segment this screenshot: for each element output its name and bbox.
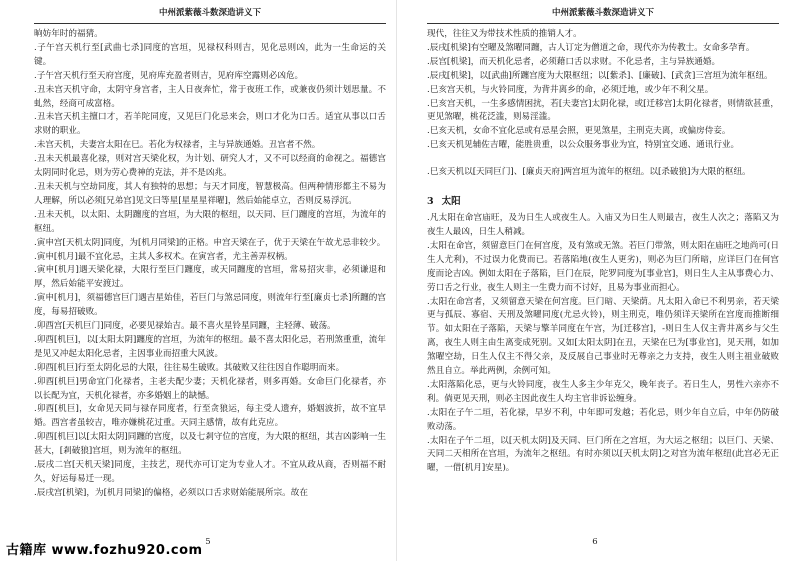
right-paragraph: .太阳落陷化忌，更与火铃同度，夜生人多主少年克父，晚年丧子。若日生人，男性六亲亦不利。倘更见天刑，则必主因此夜生人均主官非诉讼缠身。 — [427, 379, 779, 404]
right-page — [397, 0, 793, 561]
left-paragraph: .寅申[机月]遇天梁化禄，大限行至巨门躔度，或天同躔度的宫垣，常易招灾非，必须谦退和厚，然后始能平安渡过。 — [34, 265, 386, 290]
right-page-number: 6 — [592, 537, 598, 547]
section-number: 3 — [427, 196, 434, 208]
left-paragraph: .卯酉[机巨]，女命见天同与禄存同度者，行至贪狼运，每主受人遗弃，婚姻波折，故不宜早婚。酉宫者虽较吉，唯亦嫌桃花过重。天同主感情，故有此克应。 — [34, 404, 386, 429]
right-paragraph: .巳亥宫天机，与火铃同度，为背井离乡的命，必须迁地，或少年不利父星。 — [427, 84, 714, 95]
right-paragraph: .太阳在命宫，须留意巨门在何宫度，及有煞或无煞。若巨门带煞，则太阳在庙旺之地尚可(日生人尤利)，不过误力化费而已。若落陷地(夜生人更劣)，则必为巨门所暗，应详巨门在何宫度而论吉凶。例如太阳在子落陷，巨门在辰，陀罗同度为[事业宫]，则日生人主从事费心力、劳口舌之行业，夜生人则主一生费力而不讨好，且易为事业而担心。 — [427, 240, 779, 293]
left-paragraph: .丑未宫天机主擅口才，若羊陀同度，又见巨门化忌来会，则口才化为口舌。适宜从事以口舌求财的职业。 — [34, 112, 386, 137]
left-paragraph: .未宫天机，夫妻宫太阳在巳。若化为权禄者，主与异族通婚。丑宫者不然。 — [34, 140, 321, 151]
right-paragraph: .巳亥天机见辅佐吉曜，能胜贵重，以公众服务事业为宜，特别宜交通、通讯行业。 — [427, 140, 740, 151]
left-paragraph: .子午宫天机行至天府宫度，见府库充盈者则吉，见府库空露则必凶危。 — [34, 70, 304, 81]
right-paragraph: .辰宫[机梁]，而天机化忌者，必须藉口舌以求财。不化忌者，主与异族通婚。 — [427, 56, 721, 67]
right-paragraph: .巳亥宫天机，一生多感情困扰，若[夫妻宫]太阴化禄，或[迁移宫]太阴化禄者，则情欲甚重，更见煞曜，桃花泛滥，则易淫滥。 — [427, 98, 779, 123]
left-paragraph: .丑未天机，以太阳、太阴躔度的宫垣，为大限的枢纽，以天同、巨门躔度的宫垣，为流年的枢纽。 — [34, 209, 386, 234]
right-paragraph: .辰戌[机梁]，以[武曲]所躔宫度为大限枢纽；以[紫杀]、[廉破]、[武贪]三宫垣为流年枢纽。 — [427, 70, 773, 81]
left-paragraph: .辰戌二宫[天机天梁]同度，主技艺，现代亦可订定为专业人才。不宜从政从商，否则福不耐久，好运每易迁一现。 — [34, 460, 386, 484]
section-title: 太阳 — [441, 196, 461, 208]
left-paragraph: .卯酉[机巨]行至太阴化忌的大限，往往易生破败。其破败又往往因自作聪明而来。 — [34, 362, 345, 373]
right-paragraph: .巳亥天机，女命不宜化忌或有忌星会照，更见煞星，主刑克夫离，或偏房侍妾。 — [427, 126, 731, 137]
left-page-number: 5 — [205, 537, 211, 547]
left-paragraph: .寅申[机月]，须福德宫巨门遇吉星始佳，若巨门与煞忌同度，则流年行至[廉贞七杀]所躔的宫度，每易招破败。 — [34, 293, 386, 318]
right-paragraph: .巳亥天机以[天同巨门]、[廉贞天府]两宫垣为流年的枢纽。以[杀破狼]为大限的枢纽。 — [427, 167, 751, 178]
right-page-body — [427, 28, 779, 476]
left-page-body — [34, 28, 386, 501]
right-page-header: 中州派紫薇斗数深造讲义下 — [427, 4, 779, 24]
section-heading — [427, 194, 779, 209]
left-paragraph: .丑未宫天机守命，太阴守身宫者，主人日夜奔忙，常于夜班工作，或兼夜仍须计划思量。不虬然，经商可成富格。 — [34, 84, 386, 109]
left-paragraph: .寅申[机月]最不宜化忌，主其人多权术。在寅宫者，尤主善弄权柄。 — [34, 251, 293, 262]
left-paragraph: .辰戌宫[机梁]，为[机月同梁]的偏格，必须以口舌求财始能展所宗。故在 — [34, 487, 308, 498]
left-paragraph: .卯酉宫[天机巨门]同度，必要见禄始吉。最不喜火星铃星同躔，主轻薄、破荡。 — [34, 321, 336, 332]
left-paragraph: .卯酉[机巨]，以[太阳太阴]躔度的宫垣，为流年的枢纽。最不喜太阳化忌，若刑煞重重，流年是见又冲起太阳化忌者，主因事业而招重大风波。 — [34, 334, 386, 359]
right-paragraph: 现代，往往又为带技术性质的推销人才。 — [427, 29, 582, 39]
spacer — [427, 153, 779, 166]
left-paragraph: 晌妨年时的福猜。 — [34, 29, 103, 39]
left-page-header: 中州派紫薇斗数深造讲义下 — [34, 4, 386, 24]
right-paragraph: .太阳在子午二垣，以[天机太阴]及天同、巨门所在之宫垣，为大运之枢纽；以巨门、天梁、天同二天相所在宫垣，为流年之枢纽。有时亦须以[天机太阴]之对宫为流年枢纽(此宫必无正曜，一借[机月]安星)。 — [427, 435, 779, 474]
left-page — [0, 0, 396, 561]
right-paragraph: .太阳在命宫者，又须留意天梁在何宫度。巨门暗、天梁荫。凡太阳入命已不利男亲，若天梁更与孤辰、寡宿、天刑及煞曜同度(尤忌火铃)，则主刑克，唯仍须详天梁所在宫度而推断细节。如太阳在子落陷，天梁与擎羊同度在午宫，为[迁移宫]，-则日生人仅主背井离乡与父生离，夜生人则主由生离变成死别。又如[太阳太阴]在丑，天梁在巳为[事业宫]，见天刑，如加煞曜空劫，日生人仅主不得父亲，及反展自己事业时无尊亲之力支持，夜生人则主祖业破败然且自立。举此两例，余例可知。 — [427, 296, 779, 377]
site-watermark: 古籍库 www.fozhu920.com — [6, 543, 203, 558]
right-paragraph: .辰戌[机梁]有空曜及煞曜同躔，古人订定为僧道之命，现代亦为传教士。女命多孕育。 — [427, 42, 755, 53]
left-paragraph: .丑未天机与空劫同度，其人有独特的思想；与天才同度，智慧极高。但两种情形都主不易为人理解，所以必须[兄弟宫]见文曰等星[星星星祥曜]，然后始能卓立，否则反易浮沉。 — [34, 181, 386, 206]
left-paragraph: .寅申宫[天机太阴]同度，为[机月同梁]的正格。申宫天梁在子，优于天梁在午故尤忌非较少。 — [34, 237, 386, 248]
left-paragraph: .卯酉[机巨]以[太阳太阴]同躔的宫度，以及七剎守位的宫度，为大限的枢纽，其吉凶影响一生甚大，[剎破狼]宫垣，则为流年的枢纽。 — [34, 432, 386, 457]
right-paragraph: .太阳在子午二垣，若化禄，早岁不利，中年即可发越；若化忌，则少年自立后，中年仍防破败动荡。 — [427, 407, 779, 432]
left-paragraph: .子午宫天机行至[武曲七杀]同度的宫垣，见禄权科则吉，见化忌则凶，此为一生命运的关键。 — [34, 42, 386, 67]
left-paragraph: .卯酉[机巨]男命宜门化禄者，主老夫配少妻；天机化禄者，则多再婚。女命巨门化禄者，亦以长配为宜，天机化禄者，亦多婚姻上的缺憾。 — [34, 376, 386, 401]
spacer — [427, 180, 779, 193]
left-paragraph: .丑未天机最喜化禄，则对宫天梁化权，为计划、研究人才，又不可以经商的命视之。福德宫太阴同时化忌，则为劳心费神的克法，并不是凶兆。 — [34, 154, 386, 179]
right-paragraph: .凡太阳在命宫庙旺，及为日生人或夜生人。入庙又为日生人则最吉，夜生人次之；落陷又为夜生人最凶，日生人稍减。 — [427, 213, 779, 237]
